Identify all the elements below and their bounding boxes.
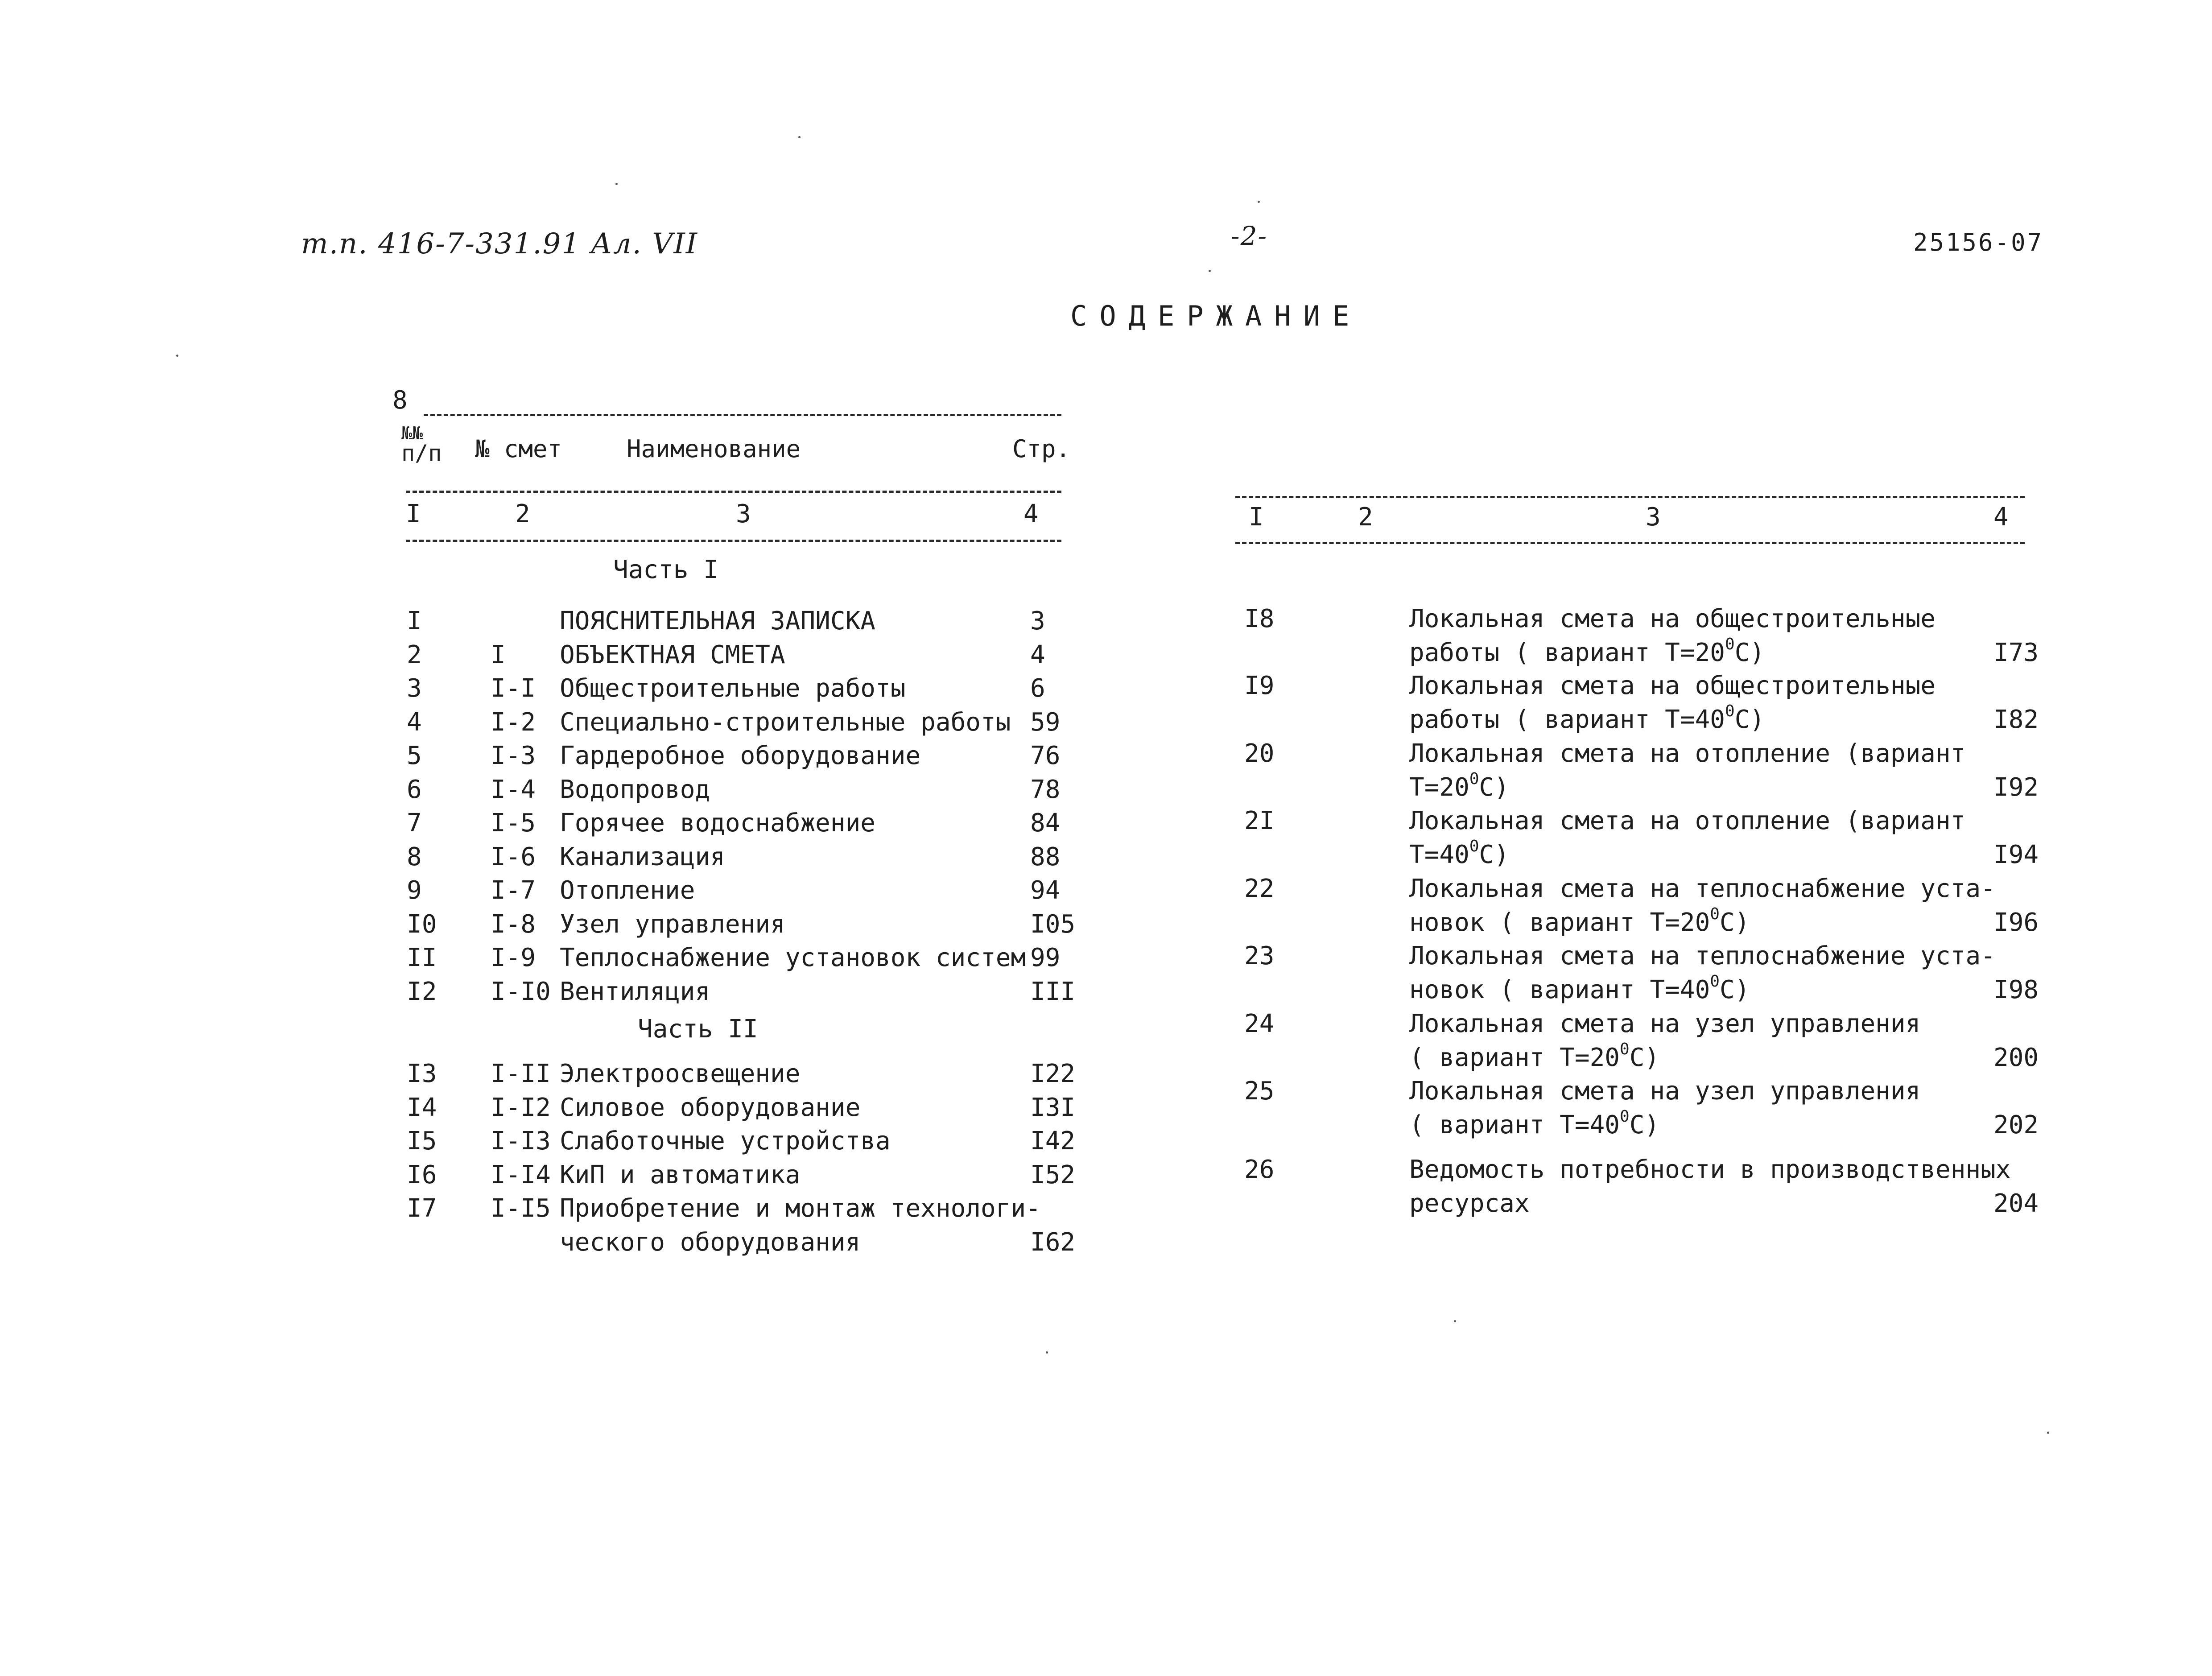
row-name: Водопровод <box>560 775 710 804</box>
degree-superscript: 0 <box>1469 837 1479 855</box>
row-smeta: I-6 <box>491 842 536 871</box>
scan-speck <box>176 355 178 357</box>
scan-speck <box>1046 1351 1048 1354</box>
left-header-page: Стр. <box>1012 435 1071 463</box>
row-page: 3 <box>1030 607 1045 636</box>
row-name: Локальная смета на общестроительные <box>1409 604 1936 633</box>
left-colnum-rule <box>406 540 1061 542</box>
row-name: Гардеробное оборудование <box>560 741 921 770</box>
row-name: Локальная смета на узел управления <box>1409 1009 1921 1038</box>
row-number: I2 <box>407 977 437 1006</box>
scan-speck <box>1454 1320 1456 1322</box>
row-name: Локальная смета на узел управления <box>1409 1077 1921 1106</box>
degree-superscript: 0 <box>1710 972 1720 991</box>
row-name-continued: ческого оборудования <box>560 1227 861 1257</box>
page-number: -2- <box>1231 221 1268 251</box>
row-name: ОБЪЕКТНАЯ СМЕТА <box>560 640 785 669</box>
row-smeta: I-I0 <box>491 977 551 1006</box>
row-name-continued <box>1409 771 1509 805</box>
row-number: I0 <box>407 909 437 939</box>
scan-speck <box>2047 1432 2049 1434</box>
row-name: Канализация <box>560 842 725 871</box>
row-name-continued <box>1409 838 1509 872</box>
row-name: Приобретение и монтаж технологи- <box>560 1194 1041 1223</box>
row-number: I5 <box>407 1127 437 1156</box>
row-name-text: работы ( вариант Т=20 <box>1409 638 1725 667</box>
table-top-marker: 8 <box>392 386 408 415</box>
degree-superscript: 0 <box>1469 769 1479 788</box>
row-number: II <box>407 943 437 972</box>
row-number: 25 <box>1244 1077 1275 1106</box>
scan-speck <box>615 183 618 185</box>
row-page: I82 <box>1993 705 2039 734</box>
row-name-text: ( вариант Т=40 <box>1409 1110 1620 1139</box>
row-name-unit: С) <box>1629 1110 1660 1139</box>
row-page: I98 <box>1993 975 2039 1004</box>
row-page: I3I <box>1030 1093 1076 1122</box>
row-name: Ведомость потребности в производственных <box>1409 1155 2011 1184</box>
row-number: 26 <box>1244 1155 1275 1184</box>
row-page: III <box>1030 977 1076 1006</box>
left-colnum-4: 4 <box>1023 499 1039 528</box>
row-name-unit: С) <box>1719 908 1750 937</box>
row-name: КиП и автоматика <box>560 1160 801 1189</box>
scan-speck <box>1209 270 1211 272</box>
left-header-num-line2: п/п <box>401 440 442 466</box>
row-name: Электроосвещение <box>560 1059 801 1088</box>
left-header-rule <box>406 491 1061 493</box>
row-name: Вентиляция <box>560 977 710 1006</box>
row-name-text: Т=20 <box>1409 772 1469 802</box>
row-name-unit: С) <box>1629 1043 1660 1072</box>
row-page: 88 <box>1030 842 1061 871</box>
row-name: Локальная смета на отопление (вариант <box>1409 806 1966 835</box>
row-number: 4 <box>407 707 422 737</box>
row-page: I52 <box>1030 1160 1076 1189</box>
row-page: 84 <box>1030 809 1061 838</box>
row-name: Силовое оборудование <box>560 1093 861 1122</box>
row-smeta: I-4 <box>491 775 536 804</box>
row-name-unit: С) <box>1734 638 1765 667</box>
row-number: 9 <box>407 876 422 905</box>
row-page: 200 <box>1993 1043 2039 1072</box>
row-name-unit: С) <box>1734 705 1765 734</box>
right-colnum-rule <box>1235 542 2025 544</box>
row-name-continued <box>1409 973 1750 1007</box>
degree-superscript: 0 <box>1725 635 1735 653</box>
row-number: I3 <box>407 1059 437 1088</box>
document-reference: т.п. 416-7-331.91 Ал. VII <box>301 227 698 260</box>
left-header-num <box>401 423 442 466</box>
row-page: 78 <box>1030 775 1061 804</box>
row-name: Слаботочные устройства <box>560 1127 891 1156</box>
row-name-unit: С) <box>1719 975 1750 1004</box>
row-name: ПОЯСНИТЕЛЬНАЯ ЗАПИСКА <box>560 607 876 636</box>
row-name: Отопление <box>560 876 695 905</box>
row-name: Локальная смета на общестроительные <box>1409 671 1936 700</box>
right-colnum-1: I <box>1249 503 1264 532</box>
row-number: 6 <box>407 775 422 804</box>
row-name: Узел управления <box>560 909 785 939</box>
row-page: 6 <box>1030 674 1045 703</box>
degree-superscript: 0 <box>1710 904 1720 923</box>
row-name: Общестроительные работы <box>560 674 906 703</box>
row-name-text: новок ( вариант Т=20 <box>1409 908 1710 937</box>
left-header-smeta: № смет <box>475 435 562 463</box>
row-name-text: ресурсах <box>1409 1189 1530 1218</box>
row-page: I42 <box>1030 1127 1076 1156</box>
row-number: I8 <box>1244 604 1275 633</box>
degree-superscript: 0 <box>1620 1107 1630 1126</box>
row-number: I6 <box>407 1160 437 1189</box>
row-name-text: новок ( вариант Т=40 <box>1409 975 1710 1004</box>
row-smeta: I-II <box>491 1059 551 1088</box>
page-title: СОДЕРЖАНИЕ <box>1070 300 1362 332</box>
row-name-text: Т=40 <box>1409 840 1469 869</box>
row-number: I9 <box>1244 671 1275 700</box>
row-smeta: I-5 <box>491 809 536 838</box>
row-name-continued <box>1409 1108 1659 1142</box>
row-page: 99 <box>1030 943 1061 972</box>
right-colnum-4: 4 <box>1993 503 2009 532</box>
row-smeta: I-9 <box>491 943 536 972</box>
row-smeta: I-I3 <box>491 1127 551 1156</box>
row-number: I <box>407 607 422 636</box>
degree-superscript: 0 <box>1620 1040 1630 1058</box>
row-page: 204 <box>1993 1189 2039 1218</box>
row-name-text: ( вариант Т=20 <box>1409 1043 1620 1072</box>
scan-speck <box>798 136 801 138</box>
row-number: 2 <box>407 640 422 669</box>
row-page: I05 <box>1030 909 1076 939</box>
part-2-heading: Часть II <box>638 1015 758 1044</box>
row-number: I7 <box>407 1194 437 1223</box>
row-page: I92 <box>1993 772 2039 802</box>
row-smeta: I-I2 <box>491 1093 551 1122</box>
row-page: I94 <box>1993 840 2039 869</box>
row-smeta: I <box>491 640 506 669</box>
left-colnum-2: 2 <box>515 499 530 528</box>
row-smeta: I-7 <box>491 876 536 905</box>
row-name-unit: С) <box>1479 840 1509 869</box>
left-header-name: Наименование <box>627 435 801 463</box>
scan-speck <box>1258 201 1260 203</box>
row-name: Горячее водоснабжение <box>560 809 876 838</box>
row-number: 5 <box>407 741 422 770</box>
row-smeta: I-I5 <box>491 1194 551 1223</box>
left-table-top-rule <box>424 414 1061 416</box>
left-colnum-1: I <box>406 499 421 528</box>
row-number: 3 <box>407 674 422 703</box>
row-number: 2I <box>1244 806 1275 835</box>
part-1-heading: Часть I <box>613 555 719 584</box>
row-name-text: работы ( вариант Т=40 <box>1409 705 1725 734</box>
row-number: 23 <box>1244 941 1275 970</box>
row-smeta: I-I4 <box>491 1160 551 1189</box>
right-colnum-3: 3 <box>1646 503 1661 532</box>
row-page: 4 <box>1030 640 1045 669</box>
row-name-continued <box>1409 636 1765 670</box>
right-colnum-2: 2 <box>1358 503 1373 532</box>
row-page: 59 <box>1030 707 1061 737</box>
left-colnum-3: 3 <box>736 499 751 528</box>
right-table-top-rule <box>1235 496 2025 498</box>
row-page: I73 <box>1993 638 2039 667</box>
row-smeta: I-2 <box>491 707 536 737</box>
row-name: Теплоснабжение установок систем <box>560 943 1026 972</box>
row-smeta: I-3 <box>491 741 536 770</box>
row-name-continued <box>1409 1187 1530 1221</box>
left-header-num-line1: №№ <box>401 423 423 444</box>
row-number: 7 <box>407 809 422 838</box>
document-code: 25156-07 <box>1913 228 2044 256</box>
row-number: 24 <box>1244 1009 1275 1038</box>
row-page: 76 <box>1030 741 1061 770</box>
row-page: 202 <box>1993 1110 2039 1139</box>
row-number: 8 <box>407 842 422 871</box>
degree-superscript: 0 <box>1725 702 1735 720</box>
row-name: Локальная смета на теплоснабжение уста- <box>1409 941 1996 970</box>
row-name: Локальная смета на отопление (вариант <box>1409 739 1966 768</box>
row-number: I4 <box>407 1093 437 1122</box>
row-name-continued <box>1409 906 1750 940</box>
row-name: Локальная смета на теплоснабжение уста- <box>1409 874 1996 903</box>
row-number: 20 <box>1244 739 1275 768</box>
row-page: I22 <box>1030 1059 1076 1088</box>
row-smeta: I-I <box>491 674 536 703</box>
row-name: Специально-строительные работы <box>560 707 1011 737</box>
row-page: 94 <box>1030 876 1061 905</box>
row-page: I62 <box>1030 1227 1076 1257</box>
row-smeta: I-8 <box>491 909 536 939</box>
row-number: 22 <box>1244 874 1275 903</box>
row-page: I96 <box>1993 908 2039 937</box>
row-name-unit: С) <box>1479 772 1509 802</box>
row-name-continued <box>1409 703 1765 737</box>
row-name-continued <box>1409 1041 1659 1075</box>
